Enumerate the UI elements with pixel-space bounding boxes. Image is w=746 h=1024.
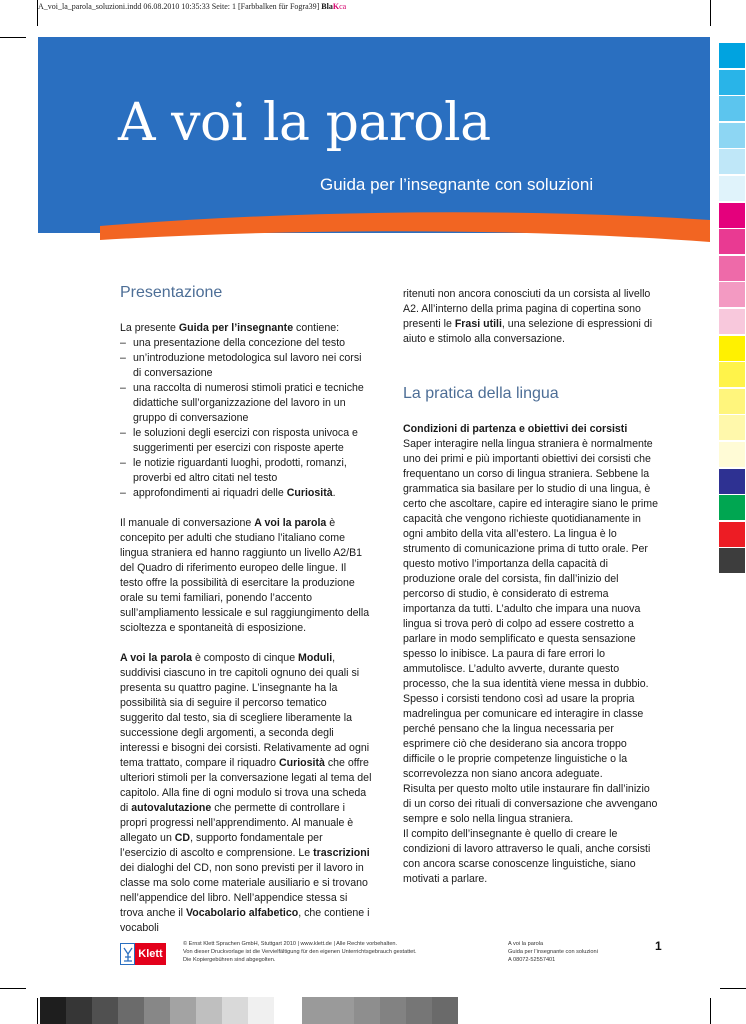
color-swatch: [719, 282, 745, 307]
color-swatch: [719, 229, 745, 254]
gray-swatch: [66, 997, 92, 1024]
left-column: [120, 283, 372, 936]
color-swatch: [719, 96, 745, 121]
color-swatch: [719, 522, 745, 547]
color-swatch: [719, 123, 745, 148]
para-text: che offre ulteriori stimoli per la conversazione legati al tema del capitolo. Alla fine di ogni modulo si trova una scheda di: [120, 757, 372, 814]
para-bold: A voi la parola: [120, 652, 193, 664]
gray-swatch: [406, 997, 432, 1024]
list-item: – una presentazione della concezione del testo: [120, 336, 372, 351]
contents-list: [120, 336, 372, 501]
document-subtitle: Guida per l’insegnante con soluzioni: [320, 175, 594, 194]
color-swatch: [719, 203, 745, 228]
color-swatch: [719, 495, 745, 520]
list-item: – le notizie riguardanti luoghi, prodotti, romanzi, proverbi ed altro citati nel testo: [120, 456, 372, 486]
crop-mark: [37, 998, 38, 1024]
footer-copyright: [183, 940, 417, 964]
color-swatch: [719, 70, 745, 95]
color-swatch: [719, 415, 745, 440]
para-text: è concepito per adulti che studiano l’italiano come lingua straniera ed hanno raggiunto un livello A2/B1 del Quadro di riferimento europeo delle lingue. Il testo offre la possibilità di esercitare la produzione orale su temi familiari, ponendo l’accento sull’ampliamento lessicale e sul raggiungimento della scioltezza e spontaneità di esposizione.: [120, 517, 370, 634]
list-item: [120, 486, 372, 501]
gray-swatch: [328, 997, 354, 1024]
gray-swatch: [222, 997, 248, 1024]
gray-swatch: [380, 997, 406, 1024]
color-swatch: [719, 43, 745, 68]
paragraph-moduli: [120, 651, 372, 936]
crop-mark: [0, 37, 26, 38]
gray-swatch: [196, 997, 222, 1024]
klett-logo: [120, 943, 166, 965]
footer-line: Von dieser Druckvorlage ist die Vervielfältigung für den eigenen Unterrichtsgebrauch gestattet.: [183, 949, 417, 955]
color-swatch: [719, 176, 745, 201]
para-bold: Vocabolario alfabetico: [185, 907, 299, 919]
list-item: – un’introduzione metodologica sul lavoro nei corsi di conversazione: [120, 351, 372, 381]
para-text: , che contiene i vocaboli: [120, 907, 370, 934]
para-bold: A voi la parola: [254, 517, 327, 529]
para-text: , supporto fondamentale per l’esercizio di ascolto e comprensione. Le: [120, 832, 323, 859]
paragraph-manuale: [120, 516, 372, 636]
section-heading-presentazione: Presentazione: [120, 284, 223, 301]
color-swatch: [719, 442, 745, 467]
document-title: A voi la parola: [118, 93, 491, 153]
list-item-bold: Curiosità: [286, 487, 333, 499]
paragraph-interagire: Saper interagire nella lingua straniera è normalmente uno dei primi e più importanti obiettivi dei corsisti che frequentano un corso di lingua straniera. Sebbene la grammatica sia basilare per lo studio di una lingua, è certo che ascoltare, capire ed interagire siano le prime capacità che vengono richieste quotidianamente in ogni ambito della vita all’estero. La lingua è lo strumento di comunicazione prima di tutto orale. Per questo motivo l’importanza della capacità di produzione orale del corsista, fin dall’inizio del percorso di studio, è considerato di estrema importanza da tutti. L’adulto che impara una nuova lingua si trova però di colpo ad essere costretto a parlare in modo semplificato e questa sensazione spesso lo inibisce. La paura di fare errori lo ammutolisce. L’adulto avverte, durante questo processo, che la sua identità viene messa in dubbio. Spesso i corsisti tendono così ad usare la propria madrelingua per comunicare ed interagire in classe perché pensano che la lingua necessaria per esprimere ciò che desiderano sia ancora troppo difficile o le proprie competenze linguistiche o la scorrevolezza non siano ancora adeguate.: [403, 438, 658, 780]
slug-k: K: [332, 2, 340, 11]
color-swatch: [719, 149, 745, 174]
paragraph-compito: Il compito dell’insegnante è quello di creare le condizioni di lavoro attraverso le quali, anche corsisti con ancora scarse conoscenze linguistiche, siano motivati a parlare.: [403, 828, 651, 885]
intro-text-end: contiene:: [293, 322, 340, 334]
footer-line: A 08072-52557401: [508, 957, 556, 963]
para-text: , una selezione di espressioni di aiuto e stimolo alla conversazione.: [403, 318, 653, 345]
list-item: – le soluzioni degli esercizi con risposta univoca e suggerimenti per esercizi con risposte aperte: [120, 426, 372, 456]
crop-mark: [720, 988, 746, 989]
paragraph-rituali: Risulta per questo molto utile instaurare fin dall’inizio di un corso dei rituali di conversazione che avvengano sempre e solo nella lingua straniera.: [403, 783, 658, 825]
list-item: – una raccolta di numerosi stimoli pratici e tecniche didattiche sull’organizzazione del lavoro in un gruppo di conversazione: [120, 381, 372, 426]
gray-swatch: [40, 997, 66, 1024]
crop-mark: [710, 0, 711, 26]
gray-scale-bar: [276, 997, 458, 1024]
gray-swatch: [354, 997, 380, 1024]
orange-swoosh: [0, 198, 746, 258]
right-column: [403, 287, 659, 887]
color-swatch: [719, 362, 745, 387]
gray-swatch: [302, 997, 328, 1024]
para-text: Il manuale di conversazione: [120, 517, 255, 529]
crop-mark: [710, 998, 711, 1024]
gray-swatch: [276, 997, 302, 1024]
para-bold: trascrizioni: [313, 847, 370, 859]
gray-swatch: [170, 997, 196, 1024]
list-item-text: approfondimenti ai riquadri delle: [133, 487, 287, 499]
color-swatch: [719, 389, 745, 414]
crop-mark: [0, 988, 26, 989]
color-swatch: [719, 548, 745, 573]
gray-swatch: [432, 997, 458, 1024]
para-bold: Frasi utili: [454, 318, 502, 330]
para-bold: Curiosità: [278, 757, 325, 769]
paragraph-frasi-utili: [403, 287, 659, 347]
print-slug: [38, 2, 346, 11]
gray-scale-bar: [40, 997, 274, 1024]
gray-swatch: [248, 997, 274, 1024]
slug-text: A_voi_la_parola_soluzioni.indd 06.08.2010 10:35:33 Seite: 1 [Farbbalken für Fogra39]: [38, 2, 320, 11]
subheading-condizioni: Condizioni di partenza e obiettivi dei corsisti: [403, 423, 628, 435]
gray-swatch: [92, 997, 118, 1024]
para-text: ritenuti non ancora conosciuti da un corsista al livello A2. All’interno della prima pagina di copertina sono presenti le: [403, 288, 651, 330]
color-swatch: [719, 469, 745, 494]
footer-line: Guida per l’insegnante con soluzioni: [508, 949, 598, 955]
klett-logo-mark-icon: [120, 943, 135, 965]
para-text: dei dialoghi del CD, non sono previsti per il lavoro in classe ma solo come materiale ausiliario e si trovano nell’appendice del libro. Nell’appendice stessa si trova anche il: [120, 862, 368, 919]
para-text: che permette di controllare i propri progressi nell’apprendimento. Al manuale è allegato un: [120, 802, 354, 844]
print-color-bar: [719, 43, 745, 575]
section-heading-pratica: La pratica della lingua: [403, 385, 559, 402]
intro-bold: Guida per l’insegnante: [178, 322, 294, 334]
para-bold: Moduli: [298, 652, 333, 664]
intro-paragraph: [120, 321, 372, 336]
slug-black: Bla: [321, 2, 333, 11]
color-swatch: [719, 336, 745, 361]
footer-line: Die Kopiergebühren sind abgegolten.: [183, 957, 276, 963]
crop-mark: [37, 0, 38, 26]
color-swatch: [719, 309, 745, 334]
gray-swatch: [144, 997, 170, 1024]
gray-swatch: [118, 997, 144, 1024]
footer-book-info: [508, 940, 598, 964]
para-text: , suddivisi ciascuno in tre capitoli ognuno dei quali si presenta su quattro pagine. L’insegnante ha la possibilità sia di seguire il percorso tematico suggerito dal testo, sia di scegliere liberamente la successione degli argomenti, a seconda degli interessi e bisogni dei corsisti. Relativamente ad ogni tema trattato, compare il riquadro: [120, 652, 370, 769]
slug-ca: ca: [339, 2, 347, 11]
para-bold: CD: [174, 832, 191, 844]
para-bold: autovalutazione: [131, 802, 212, 814]
footer-line: © Ernst Klett Sprachen GmbH, Stuttgart 2010 | www.klett.de | Alle Rechte vorbehalten.: [183, 941, 398, 947]
list-item-end: .: [332, 487, 336, 499]
klett-logo-wordmark: Klett: [135, 943, 166, 965]
footer-line: A voi la parola: [508, 941, 544, 947]
para-text: è composto di cinque: [192, 652, 299, 664]
page-number: 1: [655, 939, 662, 953]
color-swatch: [719, 256, 745, 281]
intro-text: La presente: [120, 322, 179, 334]
